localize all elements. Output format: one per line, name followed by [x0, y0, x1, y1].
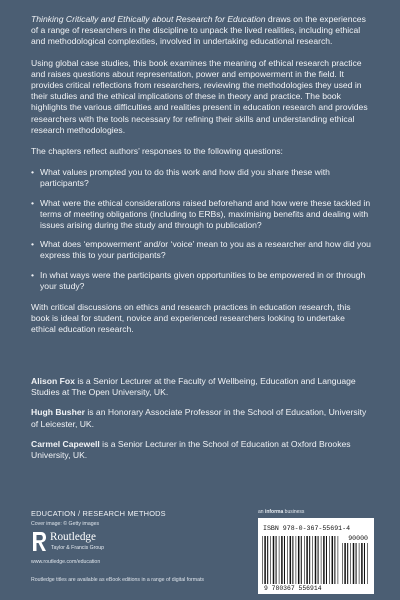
question-item: • What were the ethical considerations raised beforehand and how were these tackled in terms of meeting obligations (including to ERBs), maximising benefits and dealing with issues arising during the study and through to publication?	[31, 198, 371, 232]
question-item: • In what ways were the participants given opportunities to be empowered in or through your study?	[31, 270, 371, 292]
addon-barcode-bars	[342, 543, 370, 584]
author-name: Hugh Busher	[31, 407, 85, 418]
author-name: Carmel Capewell	[31, 438, 100, 449]
publisher-url: www.routledge.com/education	[31, 559, 101, 565]
author-name: Alison Fox	[31, 376, 75, 386]
author-description: is a Senior Lecturer in the School of Education at Oxford Brookes University, UK.	[31, 438, 351, 461]
informa-tag	[258, 509, 304, 515]
author-description: is a Senior Lecturer at the Faculty of Wellbeing, Education and Language Studies at The Open University, UK.	[31, 376, 356, 398]
ebook-note: Routledge titles are available as eBook editions in a range of digital formats	[31, 577, 205, 583]
publisher-logo	[31, 530, 141, 556]
routledge-logo-icon	[31, 531, 47, 552]
question-list	[31, 167, 371, 292]
question-item: • What does ‘empowerment’ and/or ‘voice’ mean to you as a researcher and how did you express this to your participants?	[31, 239, 371, 261]
price-code: 90000	[348, 535, 368, 542]
overview-paragraph: Using global case studies, this book examines the meaning of ethical research practice and raises questions about representation, power and empowerment in the field. It provides critical reflections from researchers, reviewing the methodologies they used in their studies and the ethical implications of these in theory and practice. The book highlights the various difficulties and realities present in education research and provides researchers with the tools necessary for refining their skills and understanding ethical research methodologies.	[31, 57, 368, 135]
barcode-bars	[262, 536, 340, 584]
author-bio	[31, 376, 371, 398]
intro-text: draws on the experiences of a range of researchers in the discipline to unpack the lived realities, including ethical and methodological complexities, involved in undertaking educational research.	[31, 14, 366, 47]
informa-prefix: an	[258, 509, 265, 515]
subject-category: EDUCATION / RESEARCH METHODS	[31, 509, 166, 518]
barcode-area	[258, 512, 374, 594]
author-description: is an Honorary Associate Professor in the School of Education, University of Leicester, UK.	[31, 407, 367, 429]
closing-paragraph: With critical discussions on ethics and research practices in education research, this book is ideal for student, novice and experienced researchers looking to undertake ethical education research.	[31, 302, 351, 335]
questions-lead: The chapters reflect authors’ responses to the following questions:	[31, 146, 283, 157]
description	[31, 14, 371, 346]
isbn-text: ISBN 978-0-367-55691-4	[263, 525, 351, 532]
author-bios	[31, 376, 371, 470]
cover-credit: Cover image: © Getty images	[31, 521, 100, 527]
barcode-label	[258, 518, 374, 594]
author-bio	[31, 407, 371, 429]
informa-brand: informa	[264, 509, 284, 515]
book-title: Thinking Critically and Ethically about Research for Education	[31, 14, 266, 24]
publisher-name: Routledge	[50, 531, 96, 543]
informa-suffix: business	[283, 509, 305, 515]
author-bio	[31, 439, 371, 461]
intro-paragraph	[31, 14, 371, 48]
question-item: • What values prompted you to do this work and how did you share these with participants?	[31, 167, 371, 189]
publisher-subtitle: Taylor & Francis Group	[51, 545, 105, 551]
ean-number: 9 780367 556914	[264, 585, 322, 592]
